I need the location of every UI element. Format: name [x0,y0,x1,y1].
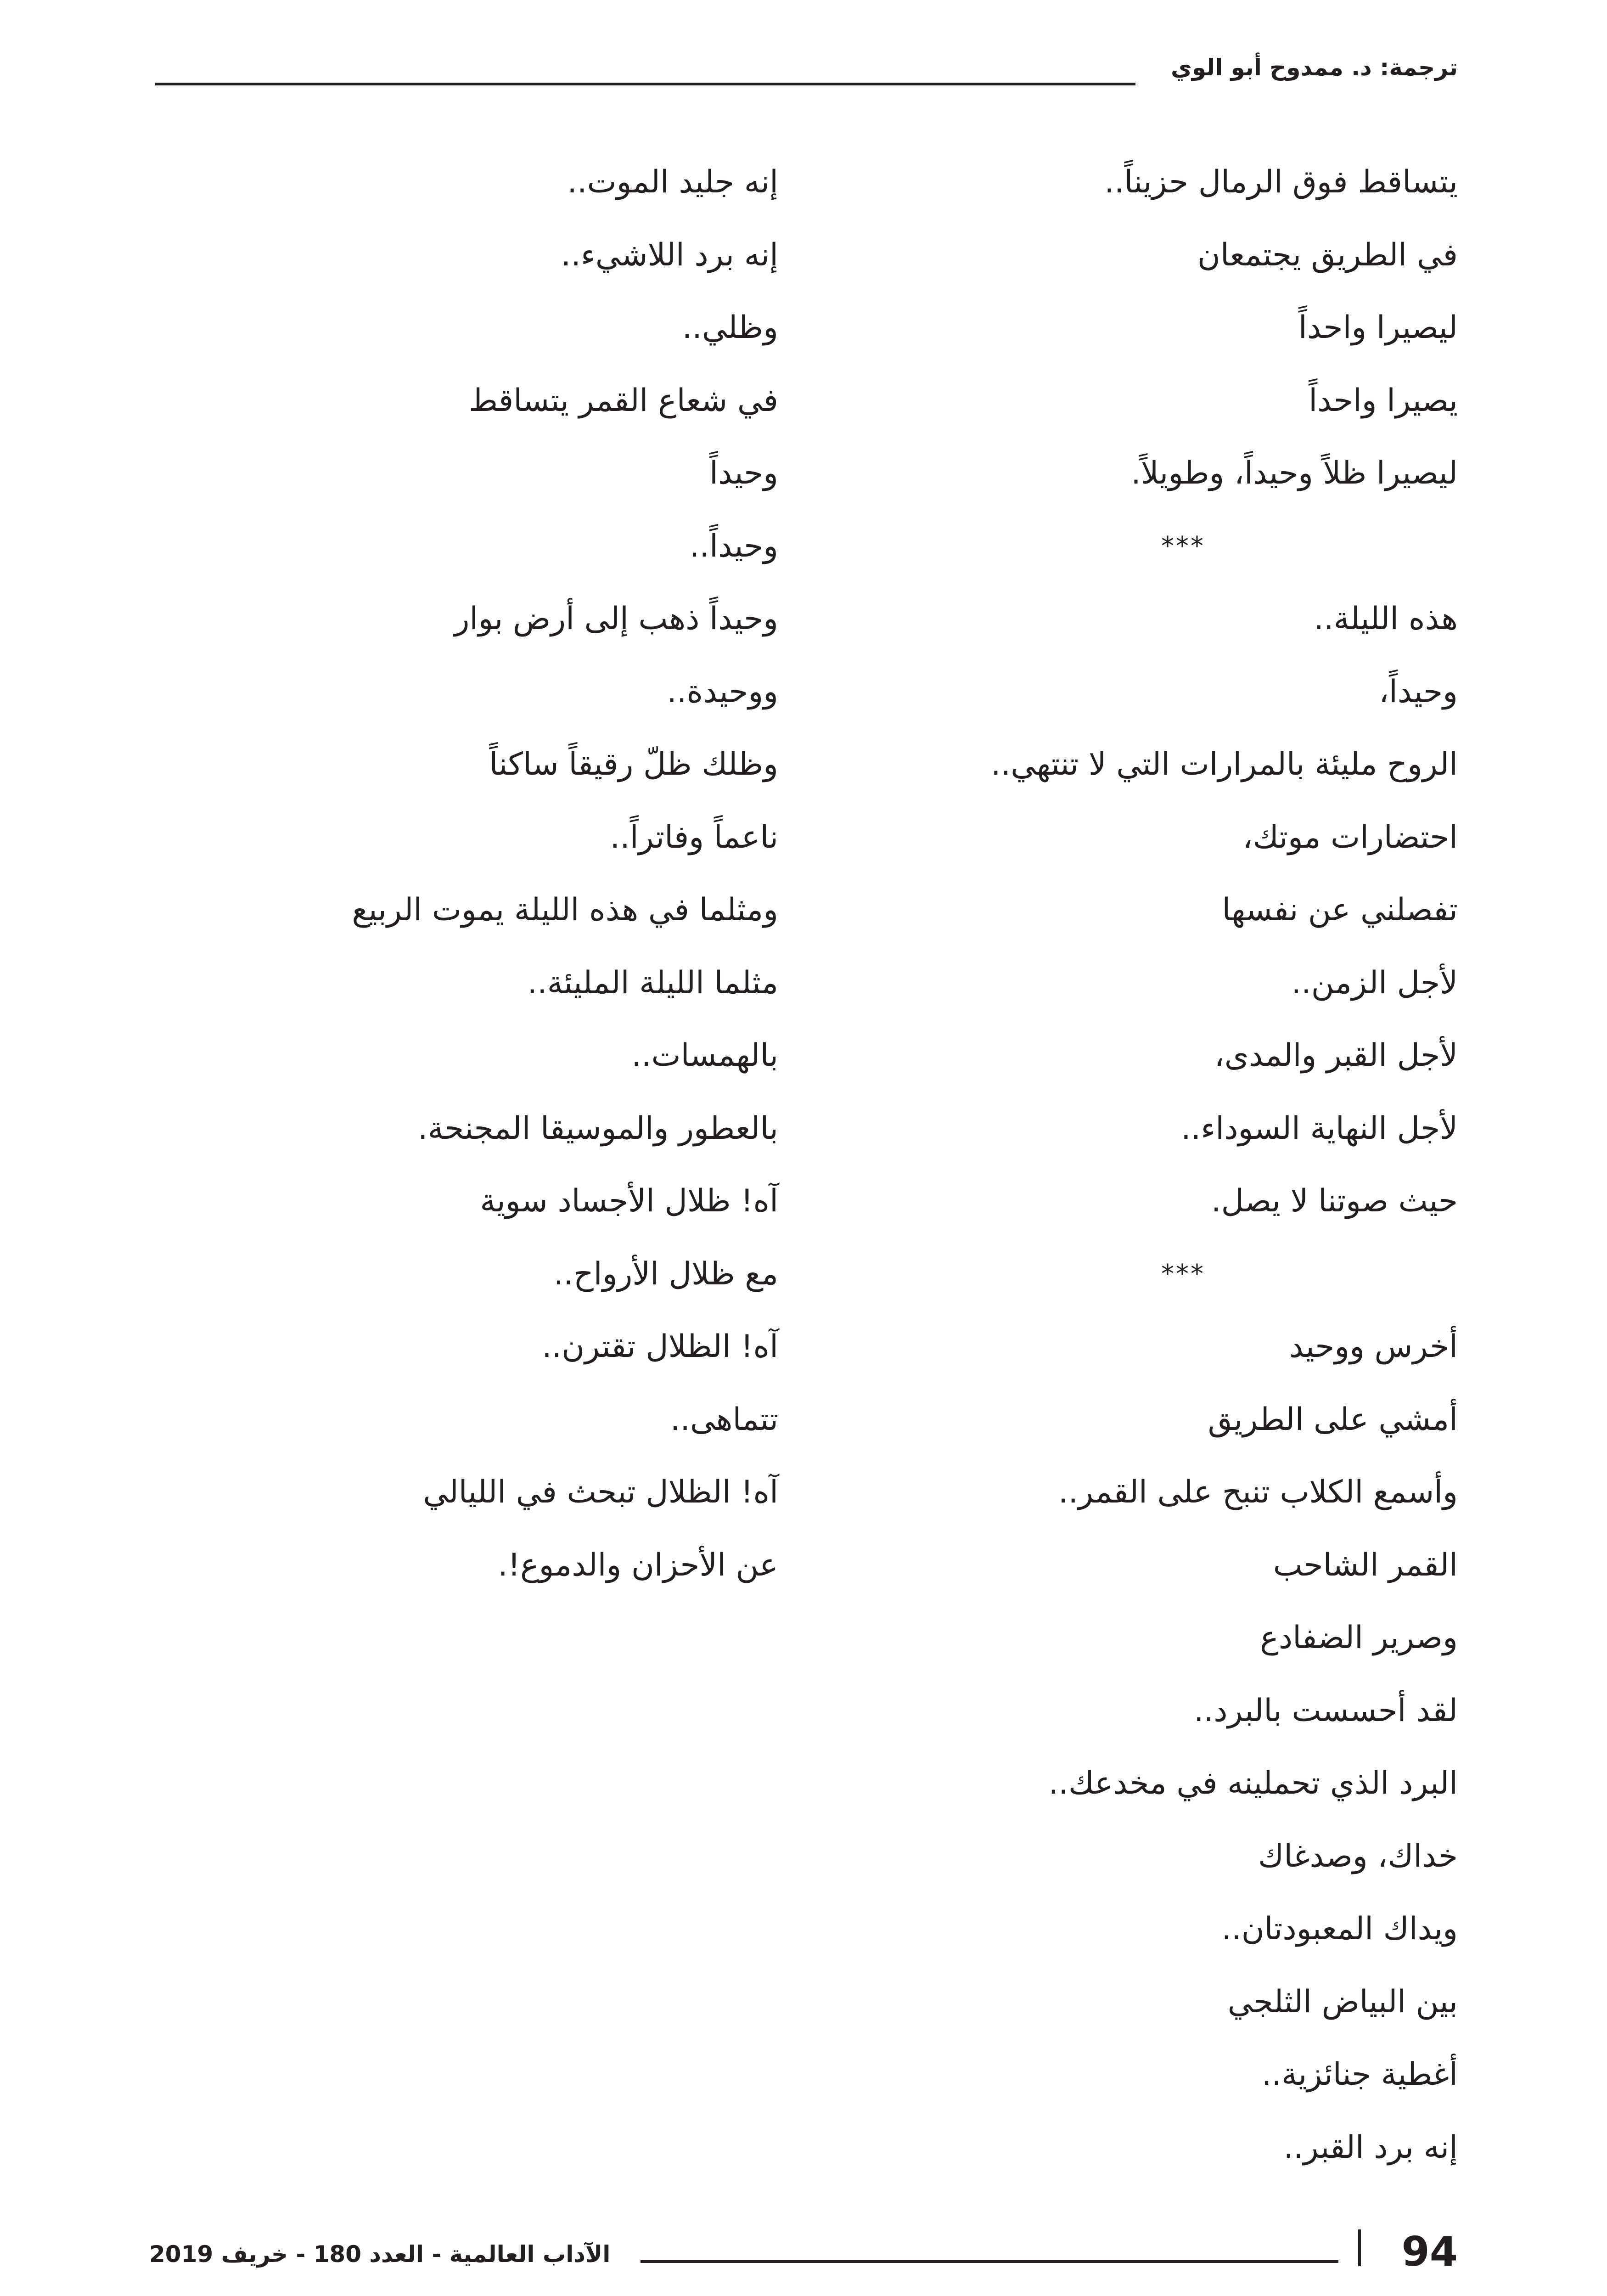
poem-line: عن الأحزان والدموع!. [498,1547,778,1583]
poem-line: إنه جليد الموت.. [567,164,778,200]
poem-line: ليصيرا واحداً [1298,310,1458,346]
poem-right-column [861,146,1458,2184]
poem-line: ويداك المعبودتان.. [1221,1911,1458,1947]
poem-line: أغطية جنائزية.. [1261,2056,1458,2093]
poem-line: أخرس ووحيد [1289,1328,1458,1365]
poem-line: البرد الذي تحملينه في مخدعك.. [1048,1765,1458,1801]
header-divider [155,83,1135,85]
poem-line: وظلك ظلّ رقيقاً ساكناً [489,746,778,782]
poem-line: يصيرا واحداً [1309,382,1458,419]
poem-line: احتضارات موتك، [1242,819,1458,855]
stanza-separator: *** [1161,1259,1205,1289]
poem-line: إنه برد القبر.. [1283,2129,1458,2166]
footer-divider-bar [1358,2229,1361,2266]
poem-left-column [44,146,778,1602]
poem-line: لقد أحسست بالبرد.. [1194,1692,1458,1729]
poem-line: بالعطور والموسيقا المجنحة. [418,1110,778,1147]
poem-line: آه! ظلال الأجساد سوية [480,1183,778,1219]
poem-line: إنه برد اللاشيء.. [561,236,778,273]
poem-line: تتماهى.. [670,1401,778,1438]
poem-line: في الطريق يجتمعان [1197,236,1458,273]
poem-line: تفصلني عن نفسها [1222,892,1458,928]
poem-line: مع ظلال الأرواح.. [553,1255,778,1292]
poem-line: وحيداً، [1379,673,1458,710]
poem-line: بين البياض الثلجي [1227,1983,1458,2020]
poem-line: حيث صوتنا لا يصل. [1211,1183,1458,1219]
poem-line: لأجل النهاية السوداء.. [1181,1110,1458,1147]
stanza-separator: *** [1161,531,1205,561]
poem-line: ووحيدة.. [667,673,778,710]
poem-line: وحيداً ذهب إلى أرض بوار [454,601,778,637]
poem-line: وأسمع الكلاب تنبح على القمر.. [1058,1474,1458,1510]
journal-issue: الآداب العالمية - العدد 180 - خريف 2019 [149,2241,611,2268]
poem-line: آه! الظلال تقترن.. [542,1328,778,1365]
poem-line: أمشي على الطريق [1208,1401,1458,1438]
poem-line: ومثلما في هذه الليلة يموت الربيع [352,892,778,928]
poem-line: يتساقط فوق الرمال حزيناً.. [1104,164,1458,200]
page-number: 94 [1401,2228,1458,2275]
poem-line: مثلما الليلة المليئة.. [527,964,778,1001]
poem-line: وظلي.. [682,310,778,346]
poem-line: بالهمسات.. [631,1037,778,1074]
poem-line: آه! الظلال تبحث في الليالي [423,1474,778,1510]
poem-line: لأجل الزمن.. [1291,964,1458,1001]
poem-line: لأجل القبر والمدى، [1214,1037,1458,1074]
footer-rule [641,2260,1338,2263]
poem-line: هذه الليلة.. [1314,601,1458,637]
poem-line: وحيداً [709,455,778,491]
poem-line: القمر الشاحب [1273,1547,1458,1583]
poem-line: ناعماً وفاتراً.. [610,819,778,855]
poem-line: وحيداً.. [689,528,778,564]
poem-line: خداك، وصدغاك [1258,1838,1458,1874]
poem-line: وصرير الضفادع [1260,1620,1458,1656]
translator-credit: ترجمة: د. ممدوح أبو الوي [1171,54,1458,81]
poem-line: الروح مليئة بالمرارات التي لا تنتهي.. [990,746,1458,782]
poem-line: في شعاع القمر يتساقط [469,382,778,419]
poem-line: ليصيرا ظلاً وحيداً، وطويلاً. [1131,455,1458,491]
